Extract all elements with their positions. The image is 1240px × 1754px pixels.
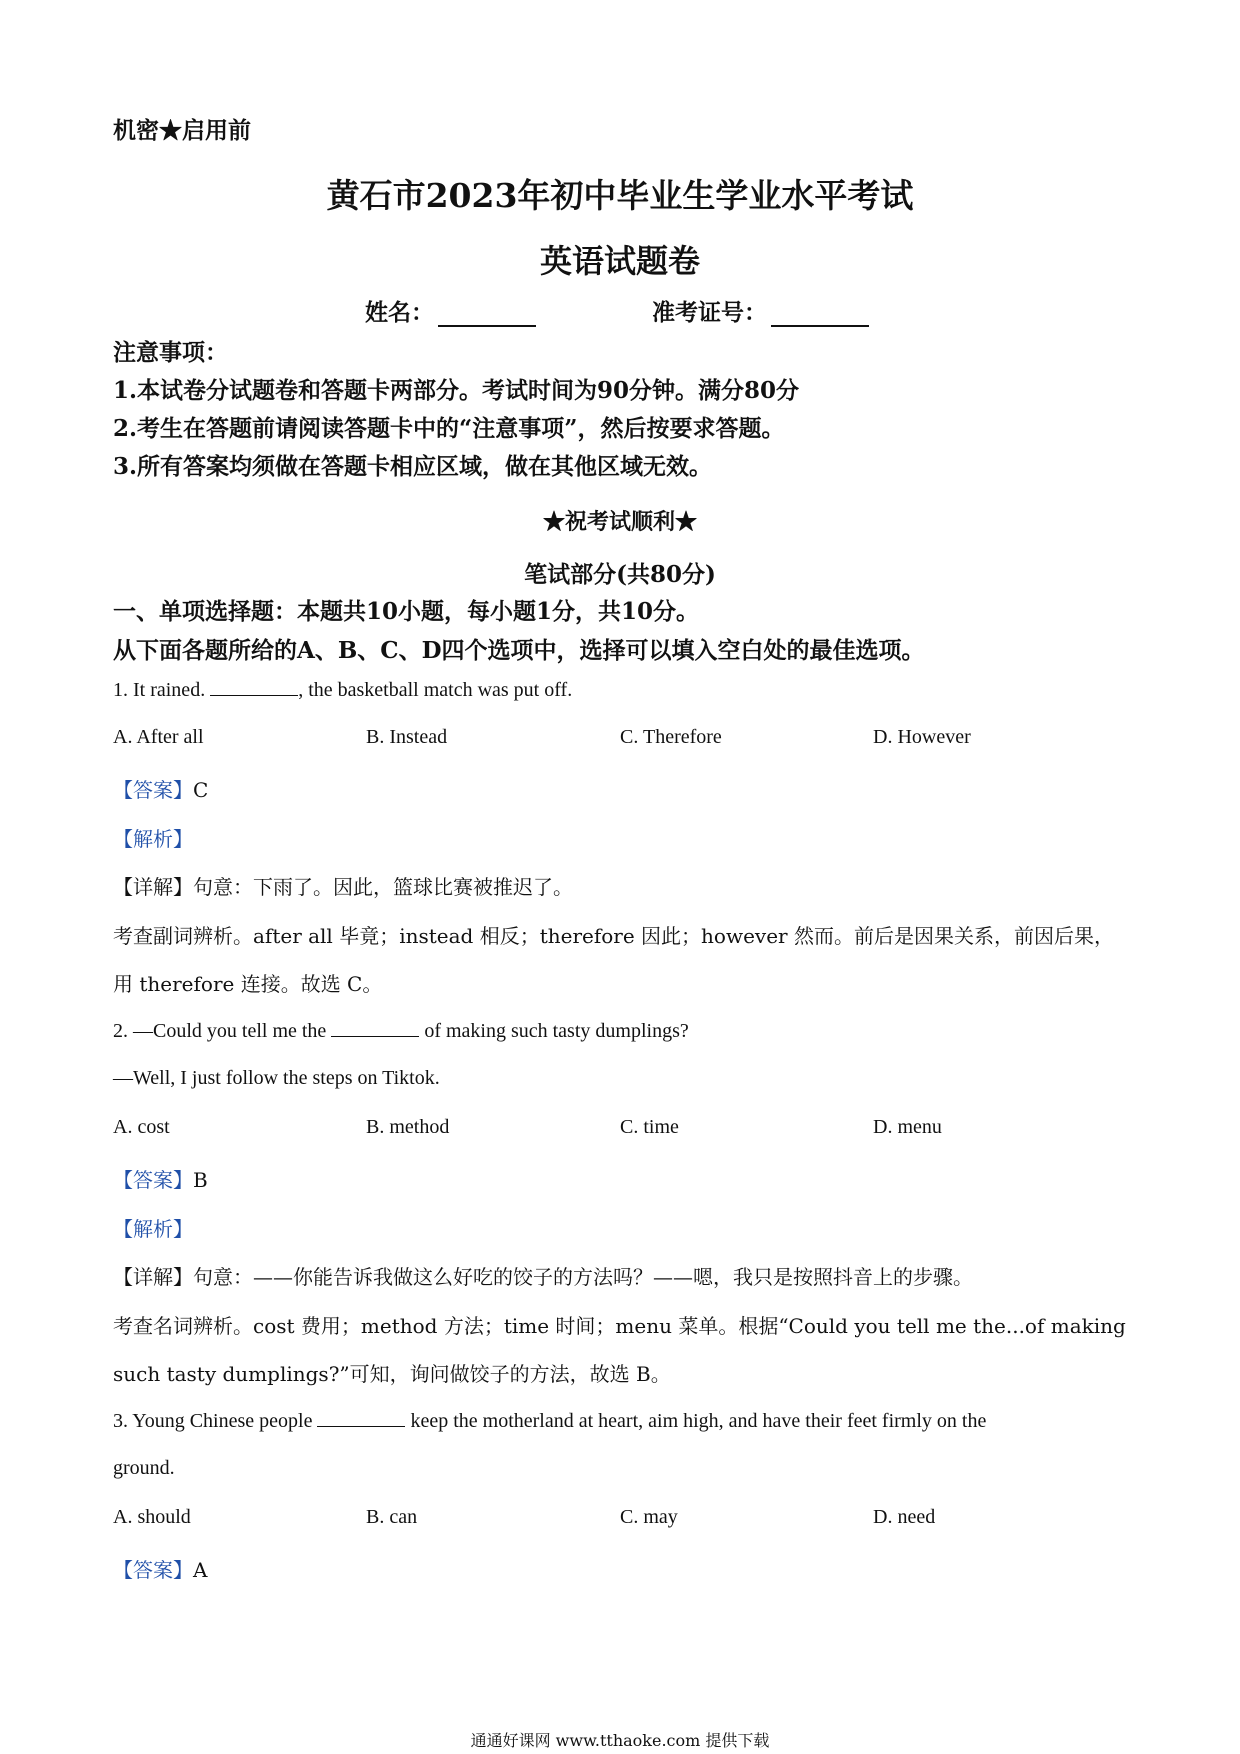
question-1-option-a: A. After all — [113, 726, 204, 748]
answer-blank — [331, 1018, 419, 1037]
question-2-stem: 2. —Could you tell me the of making such tasty dumplings? — [113, 1020, 689, 1042]
question-2-detail: 【详解】句意：——你能告诉我做这么好吃的饺子的方法吗？——嗯，我只是按照抖音上的步骤。 — [113, 1265, 973, 1289]
question-2-analysis: 【解析】 — [113, 1217, 193, 1241]
question-1-explanation: 用 therefore 连接。故选 C。 — [113, 972, 383, 996]
question-1-stem: 1. It rained. , the basketball match was put off. — [113, 679, 573, 701]
question-3-option-a: A. should — [113, 1506, 191, 1528]
exam-subtitle: 英语试题卷 — [539, 242, 700, 280]
question-2-answer: 【答案】B — [113, 1168, 208, 1192]
question-2-option-a: A. cost — [113, 1116, 170, 1138]
question-3-stem-continued: ground. — [113, 1457, 175, 1479]
question-1-option-c: C. Therefore — [620, 726, 722, 748]
notice-item: 3.所有答案均须做在答题卡相应区域，做在其他区域无效。 — [113, 453, 713, 480]
question-1-detail: 【详解】句意：下雨了。因此，篮球比赛被推迟了。 — [113, 875, 573, 899]
name-blank — [438, 305, 536, 327]
section-heading: 一、单项选择题：本题共10小题，每小题1分，共10分。 — [113, 598, 700, 625]
answer-blank — [317, 1408, 405, 1427]
question-1-option-b: B. Instead — [366, 726, 448, 748]
question-3-answer: 【答案】A — [113, 1558, 208, 1582]
question-3-stem: 3. Young Chinese people keep the motherland at heart, aim high, and have their feet firmly on the — [113, 1410, 987, 1432]
notice-item: 1.本试卷分试题卷和答题卡两部分。考试时间为90分钟。满分80分 — [113, 377, 800, 404]
footer-source: 通通好课网 www.tthaoke.com 提供下载 — [470, 1731, 770, 1750]
wish-line: ★祝考试顺利★ — [542, 509, 697, 535]
question-1-answer: 【答案】C — [113, 778, 209, 802]
question-2-explanation: such tasty dumplings?”可知，询问做饺子的方法，故选 B。 — [113, 1362, 671, 1386]
question-2-reply: —Well, I just follow the steps on Tiktok. — [113, 1067, 440, 1089]
question-3-option-b: B. can — [366, 1506, 418, 1528]
question-3-option-d: D. need — [873, 1506, 936, 1528]
id-label: 准考证号： — [652, 299, 768, 326]
notice-heading: 注意事项： — [113, 339, 228, 366]
confidential-label: 机密★启用前 — [113, 117, 251, 144]
exam-title: 黄石市2023年初中毕业生学业水平考试 — [326, 176, 914, 215]
section-instruction: 从下面各题所给的A、B、C、D四个选项中，选择可以填入空白处的最佳选项。 — [113, 637, 925, 664]
id-blank — [771, 305, 869, 327]
question-3-option-c: C. may — [620, 1506, 678, 1528]
name-label: 姓名： — [365, 299, 434, 326]
question-2-option-d: D. menu — [873, 1116, 942, 1138]
notice-item: 2.考生在答题前请阅读答题卡中的“注意事项”，然后按要求答题。 — [113, 415, 785, 442]
question-2-explanation: 考查名词辨析。cost 费用；method 方法；time 时间；menu 菜单。根据“Could you tell me the...of making — [113, 1314, 1126, 1338]
question-2-option-b: B. method — [366, 1116, 450, 1138]
answer-blank — [210, 677, 298, 696]
part-title: 笔试部分(共80分) — [524, 561, 716, 588]
question-1-analysis: 【解析】 — [113, 827, 193, 851]
question-2-option-c: C. time — [620, 1116, 679, 1138]
candidate-fields — [365, 294, 869, 327]
question-1-option-d: D. However — [873, 726, 971, 748]
question-1-explanation: 考查副词辨析。after all 毕竟；instead 相反；therefore 因此；however 然而。前后是因果关系，前因后果， — [113, 924, 1114, 948]
